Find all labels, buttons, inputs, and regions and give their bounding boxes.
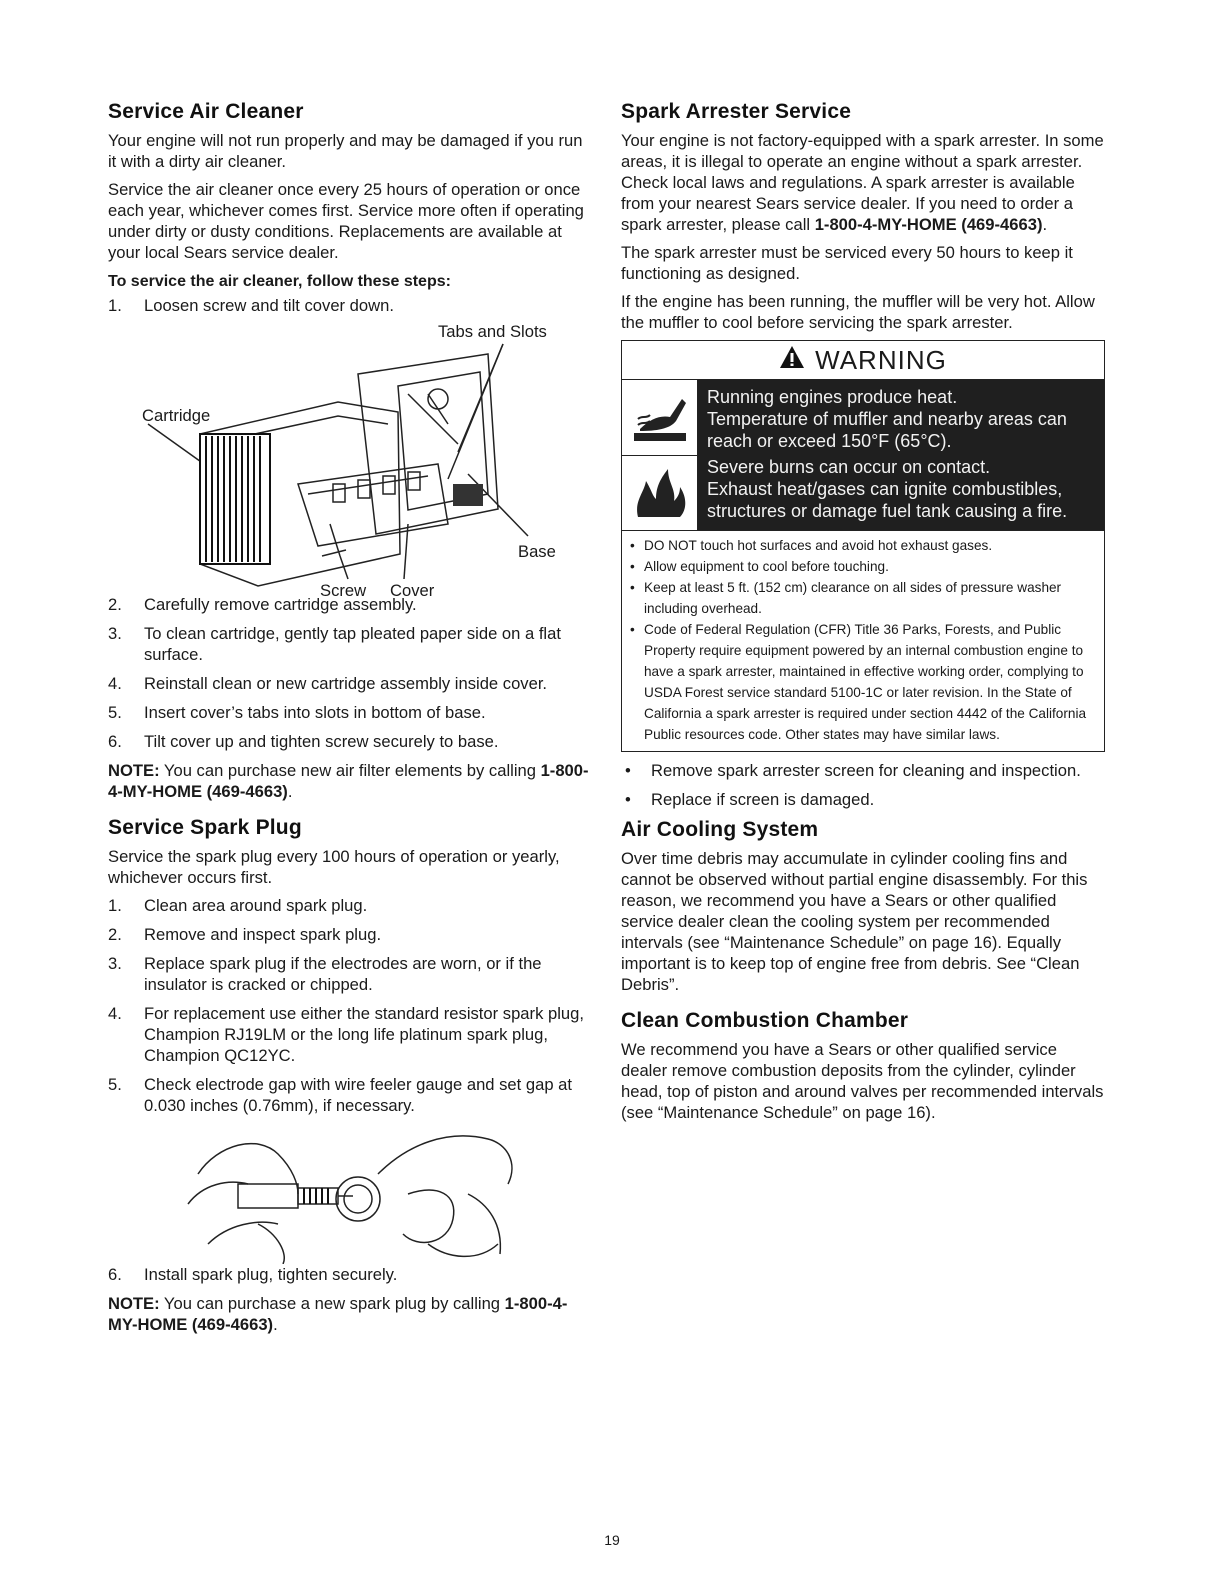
warning-title-bar [622,341,1104,380]
air-cleaner-p1: Your engine will not run properly and may be damaged if you run it with a dirty air cleaner. [108,131,583,171]
left-column [108,100,592,1342]
list-item: 3. Replace spark plug if the electrodes are worn, or if the insulator is cracked or chipped. [108,954,542,994]
list-item: 2. Remove and inspect spark plug. [108,925,382,944]
list-item: 6. Tilt cover up and tighten screw securely to base. [108,732,499,751]
list-item: 1. Clean area around spark plug. [108,896,368,915]
air-cleaner-heading: Service Air Cleaner [108,100,304,123]
list-item: 4. Reinstall clean or new cartridge assembly inside cover. [108,674,548,693]
spark-plug-step6 [108,1264,592,1285]
spark-arrester-p2: The spark arrester must be serviced every 50 hours to keep it functioning as designed. [621,243,1073,283]
warning-icons [622,380,698,530]
spark-plug-steps [108,895,592,1116]
spark-plug-figure [108,1124,592,1264]
tabs-slots-label: Tabs and Slots [438,322,547,341]
list-item: 3. To clean cartridge, gently tap pleated paper side on a flat surface. [108,624,561,664]
cover-label: Cover [390,581,435,600]
air-cleaner-p2: Service the air cleaner once every 25 hours of operation or once each year, whichever comes first. Service more often if operating under dirty or dusty conditions. Replacements are available at your local Sears service dealer. [108,180,584,262]
list-item: 5. Insert cover’s tabs into slots in bottom of base. [108,703,486,722]
warning-banner-line: Temperature of muffler and nearby areas can reach or exceed 150°F (65°C). [707,409,1067,451]
spark-arrester-p3: If the engine has been running, the muffler will be very hot. Allow the muffler to cool before servicing the spark arrester. [621,292,1095,332]
warning-banner [622,380,1104,531]
warning-bullets [622,531,1104,751]
combustion-heading: Clean Combustion Chamber [621,1009,909,1032]
air-filter-note: NOTE: You can purchase new air filter elements by calling 1-800-4-MY-HOME (469-4663). [108,761,589,801]
spark-plug-illustration [108,1124,592,1264]
air-cooling-heading: Air Cooling System [621,818,819,841]
warning-banner-line: Running engines produce heat. [707,387,958,407]
air-cleaner-step1-list [108,295,592,316]
warning-banner-line: Exhaust heat/gases can ignite combustibles, structures or damage fuel tank causing a fire. [707,479,1068,521]
spark-plug-intro: Service the spark plug every 100 hours of operation or yearly, whichever occurs first. [108,847,560,887]
list-item: 1. Loosen screw and tilt cover down. [108,296,394,315]
list-item: • Replace if screen is damaged. [621,789,1105,810]
list-item: • Code of Federal Regulation (CFR) Title 36 Parks, Forests, and Public Property require equipment powered by an internal combustion engine to have a spark arrester, maintained in effective working order, complying to USDA Forest service standard 5100-1C or later revision. In the State of California a spark arrester is required under section 4442 of the California Public resources code. Other states may have similar laws. [628,619,1098,745]
spark-arrester-p1: Your engine is not factory-equipped with a spark arrester. In some areas, it is illegal to operate an engine without a spark arrester. Check local laws and regulations. A spark arrester is available from your nearest Sears service dealer. If you need to order a spark arrester, please call 1-800-4-MY-HOME (469-4663). [621,131,1104,234]
list-item: • Allow equipment to cool before touching. [628,556,1098,577]
spark-plug-note: NOTE: You can purchase a new spark plug by calling 1-800-4-MY-HOME (469-4663). [108,1294,568,1334]
spark-arrester-heading: Spark Arrester Service [621,100,852,123]
right-column [621,100,1105,1130]
screw-label: Screw [320,581,367,600]
base-label: Base [518,542,556,561]
list-item: 5. Check electrode gap with wire feeler gauge and set gap at 0.030 inches (0.76mm), if necessary. [108,1075,573,1115]
spark-plug-heading: Service Spark Plug [108,816,302,839]
air-cleaner-figure [108,322,592,600]
list-item: • DO NOT touch hot surfaces and avoid hot exhaust gases. [628,535,1098,556]
warning-triangle-icon [779,345,805,376]
warning-hazard-text [698,380,1104,530]
air-cleaner-steps [108,594,592,752]
list-item: 2. Carefully remove cartridge assembly. [108,595,417,614]
list-item: 6. Install spark plug, tighten securely. [108,1265,398,1284]
page-number: 19 [604,1532,620,1548]
list-item: 4. For replacement use either the standard resistor spark plug, Champion RJ19LM or the long life platinum spark plug, Champion QC12YC. [108,1004,584,1065]
fire-icon [622,455,697,531]
warning-box [621,340,1105,752]
air-cleaner-steps-heading: To service the air cleaner, follow these steps: [108,273,451,290]
warning-banner-line: Severe burns can occur on contact. [707,457,991,477]
arrester-bullets [621,760,1105,810]
combustion-text: We recommend you have a Sears or other qualified service dealer remove combustion deposits from the cylinder, cylinder head, top of piston and around valves per recommended intervals (see “Maintenance Schedule” on page 16). [621,1040,1104,1122]
air-cooling-text: Over time debris may accumulate in cylinder cooling fins and cannot be observed without partial engine disassembly. For this reason, we recommend you have a Sears or other qualified service dealer clean the cooling system per recommended intervals (see “Maintenance Schedule” on page 16). Equally important is to keep top of engine free from debris. See “Clean Debris”. [621,849,1088,994]
list-item: • Keep at least 5 ft. (152 cm) clearance on all sides of pressure washer including overhead. [628,577,1098,619]
hot-surface-icon [622,380,697,455]
list-item: • Remove spark arrester screen for cleaning and inspection. [621,760,1105,781]
cartridge-label: Cartridge [142,406,211,425]
warning-title: WARNING [815,344,947,375]
